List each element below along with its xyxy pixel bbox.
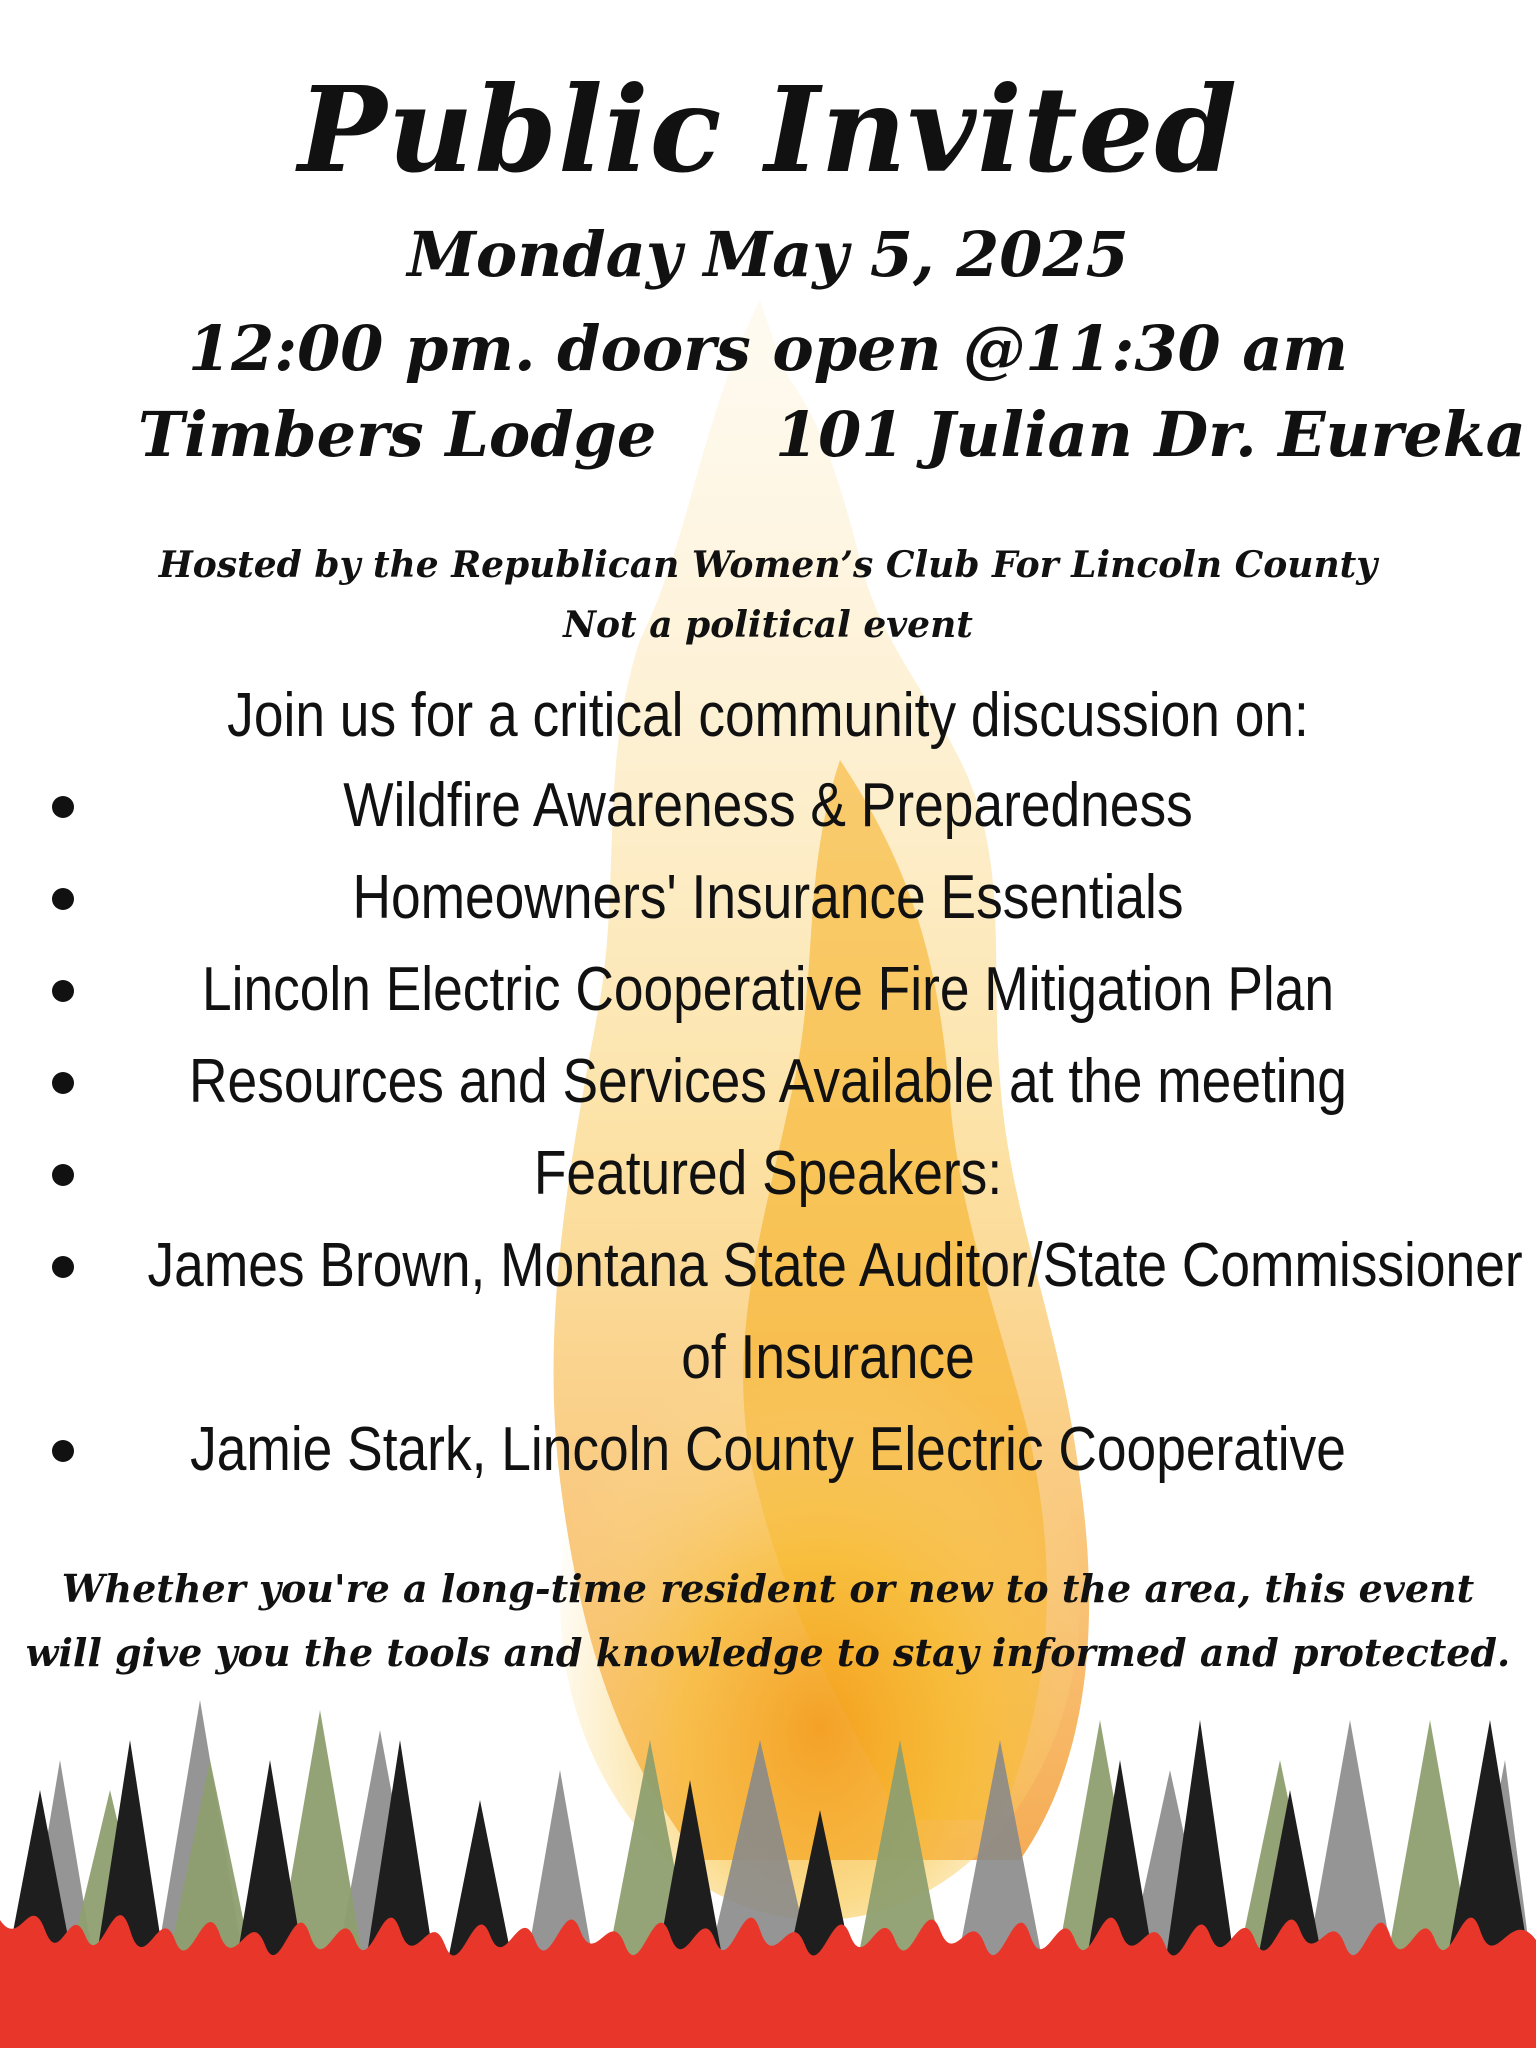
intro-text: Join us for a critical community discussion on: [227, 681, 1309, 750]
bullet-icon [52, 1440, 74, 1462]
bullet-icon [52, 888, 74, 910]
host-line: Hosted by the Republican Women’s Club For Lincoln County [158, 544, 1378, 586]
closing-line-1: Whether you're a long-time resident or new to the area, this event [61, 1566, 1475, 1611]
event-time: 12:00 pm. doors open @11:30 am [188, 312, 1348, 385]
list-item: Featured Speakers: [533, 1139, 1003, 1208]
closing-line-2: will give you the tools and knowledge to stay informed and protected. [25, 1630, 1511, 1675]
bullet-icon [52, 980, 74, 1002]
list-item: Lincoln Electric Cooperative Fire Mitigation Plan [201, 955, 1335, 1024]
flyer-title: Public Invited [297, 60, 1239, 199]
venue-address: 101 Julian Dr. Eureka [775, 398, 1526, 471]
list-item: Jamie Stark, Lincoln County Electric Cooperative [190, 1415, 1346, 1484]
bullet-icon [52, 1072, 74, 1094]
bullet-icon [52, 1256, 74, 1278]
list-item-continuation: of Insurance [681, 1323, 975, 1392]
venue-name: Timbers Lodge [138, 398, 657, 471]
non-political-note: Not a political event [563, 604, 973, 646]
list-item: Homeowners' Insurance Essentials [352, 863, 1184, 932]
list-item: Resources and Services Available at the meeting [189, 1047, 1347, 1116]
list-item: James Brown, Montana State Auditor/State Commissioner [147, 1231, 1523, 1300]
bullet-icon [52, 796, 74, 818]
event-date: Monday May 5, 2025 [407, 218, 1129, 291]
list-item: Wildfire Awareness & Preparedness [343, 771, 1193, 840]
bullet-icon [52, 1164, 74, 1186]
